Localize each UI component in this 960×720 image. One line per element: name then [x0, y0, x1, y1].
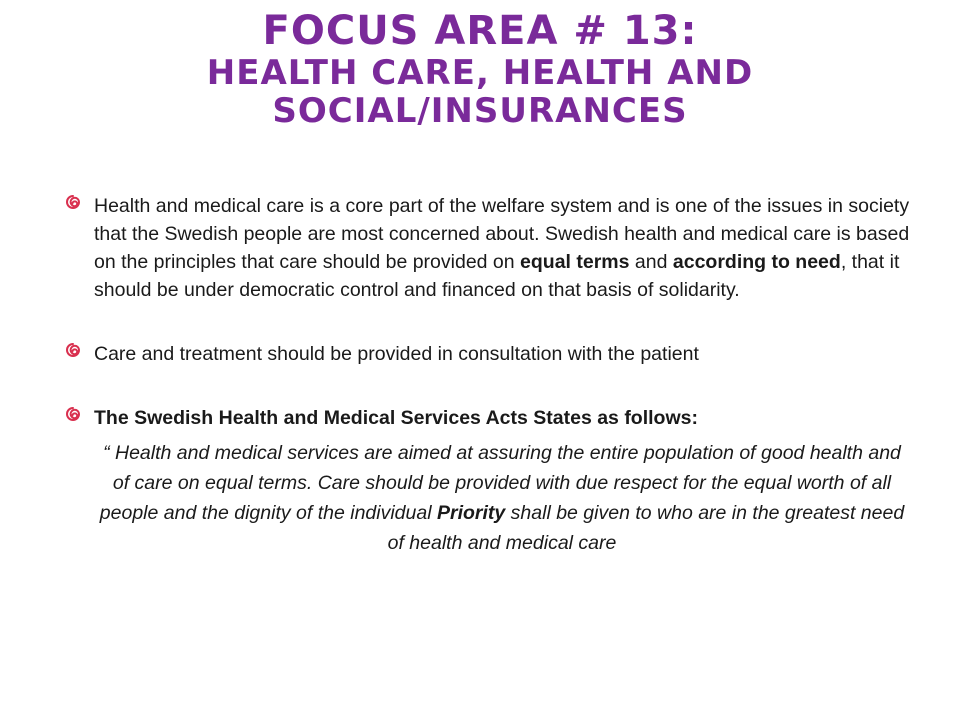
swirl-bullet-icon — [64, 193, 82, 211]
slide-body — [64, 192, 910, 558]
quote-text-part: shall be given to who are in the greatest need of health and medical care — [387, 502, 905, 554]
bullet-text: The Swedish Health and Medical Services Acts States as follows: — [94, 407, 698, 429]
bullet-text-part: , that it should be under democratic control and financed on that basis of solidarity. — [94, 251, 900, 301]
bullet-item — [64, 192, 910, 304]
bullet-text-part: Health and medical care is a core part of the welfare system and is one of the issues in society that the Swedish people are most concerned about. Swedish health and medical care is based on the principles that care should be provided on — [94, 195, 910, 273]
bullet-bold-according-to-need: according to need — [672, 251, 841, 273]
bullet-item — [64, 404, 910, 432]
title-line-2: HEALTH CARE, HEALTH AND SOCIAL/INSURANCES — [206, 53, 754, 131]
swirl-bullet-icon — [64, 341, 82, 359]
quote-text-part: “ Health and medical services are aimed at assuring the entire population of good health and of care on equal terms. Care should be provided with due respect for the equal worth of all people and the dignity of the individual — [99, 442, 901, 524]
quote-bold-priority: Priority — [436, 502, 506, 524]
slide-title — [110, 8, 850, 130]
act-quote — [64, 438, 910, 558]
bullet-text: Care and treatment should be provided in consultation with the patient — [94, 343, 699, 365]
swirl-bullet-icon — [64, 405, 82, 423]
bullet-item — [64, 340, 910, 368]
bullet-bold-equal-terms: equal terms — [520, 251, 630, 273]
title-line-1: FOCUS AREA # 13: — [262, 8, 698, 54]
bullet-text-part: and — [629, 251, 673, 273]
